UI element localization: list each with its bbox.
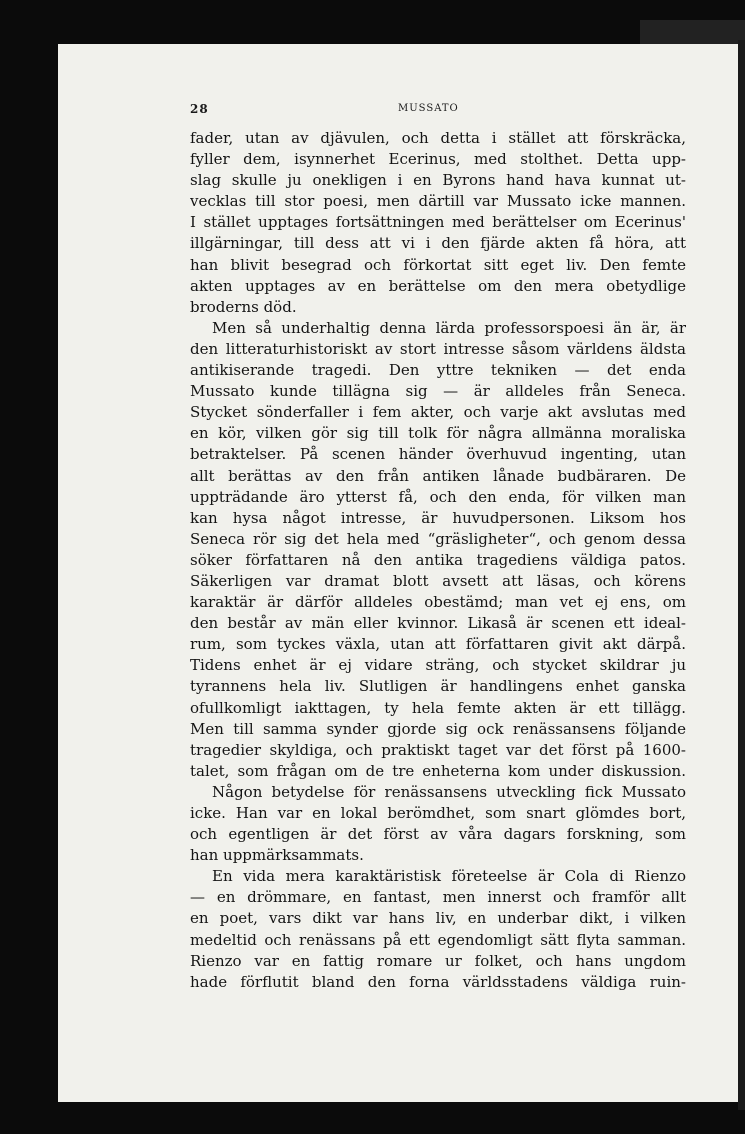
text-line: uppträdande äro ytterst få, och den enda, för vilken man (190, 487, 686, 506)
text-line: Någon betydelse för renässansens utveckling fick Mussato (212, 782, 686, 801)
text-line: talet, som frågan om de tre enheterna kom under diskussion. (190, 761, 686, 780)
running-title: MUSSATO (398, 103, 459, 114)
text-line: Rienzo var en fattig romare ur folket, och hans ungdom (190, 951, 686, 970)
text-line: illgärningar, till dess att vi i den fjärde akten få höra, att (190, 234, 686, 253)
page-number: 28 (190, 102, 209, 116)
text-line: icke. Han var en lokal berömdhet, som snart glömdes bort, (190, 804, 686, 822)
text-line: söker författaren nå den antika tragediens väldiga patos. (190, 550, 686, 569)
text-line: fader, utan av djävulen, och detta i stället att förskräcka, (190, 129, 686, 147)
text-line: Säkerligen var dramat blott avsett att läsas, och körens (190, 571, 686, 590)
text-line: broderns död. (190, 297, 297, 316)
text-line: och egentligen är det först av våra dagars forskning, som (190, 825, 686, 844)
text-line: Stycket sönderfaller i fem akter, och varje akt avslutas med (190, 403, 686, 422)
text-line: antikiserande tragedi. Den yttre tekniken — det enda (190, 361, 686, 380)
text-line: — en drömmare, en fantast, men innerst och framför allt (190, 888, 686, 907)
page-header (190, 102, 686, 122)
scan-border-top (640, 20, 745, 46)
text-line: En vida mera karaktäristisk företeelse är Cola di Rienzo (212, 867, 686, 886)
text-line: ofullkomligt iakttagen, ty hela femte akten är ett tillägg. (190, 698, 686, 717)
scan-border-right (738, 40, 745, 1110)
text-line: rum, som tyckes växla, utan att författaren givit akt därpå. (190, 635, 686, 654)
text-line: en poet, vars dikt var hans liv, en underbar dikt, i vilken (190, 909, 686, 928)
text-line: tyrannens hela liv. Slutligen är handlingens enhet ganska (190, 677, 686, 696)
text-line: Tidens enhet är ej vidare sträng, och stycket skildrar ju (190, 656, 686, 675)
text-line: vecklas till stor poesi, men därtill var Mussato icke mannen. (190, 192, 686, 211)
text-line: betraktelser. På scenen händer överhuvud ingenting, utan (190, 445, 686, 464)
text-line: fyller dem, isynnerhet Ecerinus, med stolthet. Detta upp- (190, 150, 686, 169)
text-line: han blivit besegrad och förkortat sitt eget liv. Den femte (190, 255, 686, 274)
text-line: Men så underhaltig denna lärda professorspoesi än är, är (212, 318, 686, 337)
text-line: Mussato kunde tillägna sig — är alldeles från Seneca. (190, 382, 686, 401)
text-line: slag skulle ju onekligen i en Byrons hand hava kunnat ut- (190, 171, 686, 190)
text-line: en kör, vilken gör sig till tolk för några allmänna moraliska (190, 424, 686, 443)
text-line: I stället upptages fortsättningen med berättelser om Ecerinus' (190, 213, 686, 232)
body-text (190, 128, 686, 993)
text-line: tragedier skyldiga, och praktiskt taget var det först på 1600- (190, 740, 686, 759)
text-line: allt berättas av den från antiken lånade budbäraren. De (190, 466, 686, 485)
text-line: akten upptages av en berättelse om den mera obetydlige (190, 276, 686, 295)
text-line: Men till samma synder gjorde sig ock renässansens följande (190, 719, 686, 738)
text-line: han uppmärksammats. (190, 846, 364, 865)
text-line: hade förflutit bland den forna världsstadens väldiga ruin- (190, 972, 686, 991)
text-line: karaktär är därför alldeles obestämd; man vet ej ens, om (190, 593, 686, 612)
text-line: den består av män eller kvinnor. Likaså är scenen ett ideal- (190, 614, 686, 633)
text-line: den litteraturhistoriskt av stort intresse såsom världens äldsta (190, 339, 686, 358)
text-line: medeltid och renässans på ett egendomligt sätt flyta samman. (190, 930, 686, 949)
text-line: kan hysa något intresse, är huvudpersonen. Liksom hos (190, 508, 686, 527)
text-line: Seneca rör sig det hela med “gräsligheter“, och genom dessa (190, 529, 686, 548)
